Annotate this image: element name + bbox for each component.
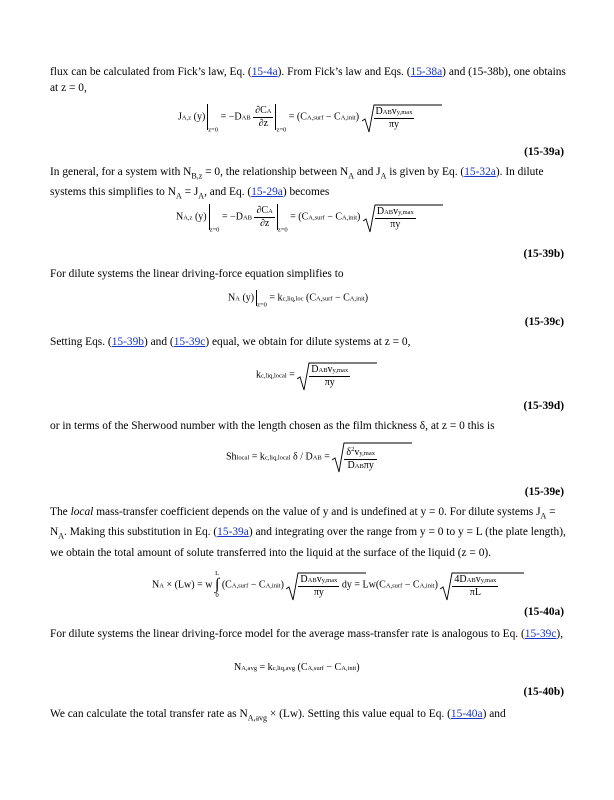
equation-15-40a: NA × (Lw) = w L ∫ 0 (CA,surf − CA,init) $\frac{\text{DABvy,max}}{\pi y}$ dy = Lw(CA,surf − CA,init) $\frac{\text{4DABvy,max}}{\pi L}$ <box>152 570 498 600</box>
equation-number-15-39a: (15-39a) <box>524 146 564 158</box>
link-eq-15-32a[interactable]: 15-32a <box>464 166 496 178</box>
paragraph-setting-equal: Setting Eqs. (15-39b) and (15-39c) equal, we obtain for dilute systems at z = 0, <box>50 336 411 348</box>
equation-number-15-40b: (15-40b) <box>523 686 564 698</box>
link-eq-15-40a[interactable]: 15-40a <box>450 708 483 720</box>
equation-number-15-39e: (15-39e) <box>524 486 564 498</box>
paragraph-dilute-driving-force: For dilute systems the linear driving-force equation simplifies to <box>50 268 344 280</box>
integral-sign: L ∫ 0 <box>214 570 220 599</box>
paragraph-sherwood: or in terms of the Sherwood number with the length chosen as the film thickness δ, at z = 0 this is <box>50 420 495 432</box>
paragraph-average-rate: For dilute systems the linear driving-force model for the average mass-transfer rate is analogous to Eq. (15-39c), <box>50 628 564 640</box>
text: ) and (15-38b), one obtains at z = 0, <box>50 66 566 94</box>
paragraph-intro <box>50 64 566 96</box>
equation-15-39c: NA $(y)_{z=0} = kc,liq,loc$ (CA,surf − CA,init) <box>228 290 368 310</box>
equation-15-39b: NA,z $(y)_{z=0} = -DAB$ $\frac{\partial CA}{\partial z}$ $_{z=0}$ = (CA,surf − CA,init) $\frac{\text{DABvy,max}}{\pi y}$ <box>176 204 416 235</box>
equation-15-39e: Shlocal = kc,liq,local δ / DAB = $\frac{\delta^2vy,\max}{\text{DABπy}}$ <box>226 442 377 472</box>
equation-number-15-39c: (15-39c) <box>524 316 564 328</box>
equation-15-39a: JA,z $(y)_{z=0} = -DAB$ $\frac{\partial CA}{\partial z}$ $_{z=0}$ = (CA,surf − CA,init) $\frac{\text{DABvy,max}}{\pi y}$ <box>178 104 414 135</box>
equation-15-39d: kc,liq,local = $\frac{\text{DABvy,max}}{\pi y}$ <box>256 362 350 388</box>
text: flux can be calculated from Fick’s law, Eq. ( <box>50 66 252 78</box>
paragraph-total-rate: We can calculate the total transfer rate as $N_{A,avg} \times (Lw)$. Setting this value equal to Eq. (15-40a) and <box>50 708 506 723</box>
link-eq-15-39a[interactable]: 15-39a <box>217 526 249 539</box>
link-eq-15-4a[interactable]: 15-4a <box>251 66 278 78</box>
paragraph-local-coefficient: The local mass-transfer coefficient depends on the value of y and is undefined at y = 0. For dilute systems $J_A = N_A$. Making this substitution in Eq. (15-39a) and integrating over the range from y = 0 to y = L (the plate length), we obtain the total amount of solute transferred into the liquid at the surface of the liquid (z = 0). <box>50 506 566 559</box>
text: ). From Fick’s law and Eqs. ( <box>277 66 411 78</box>
link-eq-15-39c-2[interactable]: 15-39c <box>524 628 557 640</box>
equation-15-40b: NA,avg = kc,liq,avg (CA,surf − CA,init) <box>234 662 360 673</box>
equation-number-15-39b: (15-39b) <box>523 248 564 260</box>
equation-number-15-39d: (15-39d) <box>523 400 564 412</box>
link-eq-15-39c[interactable]: 15-39c <box>173 336 206 348</box>
link-eq-15-39b[interactable]: 15-39b <box>111 336 144 348</box>
equation-number-15-40a: (15-40a) <box>524 606 564 618</box>
link-eq-15-38a[interactable]: 15-38a <box>410 66 443 78</box>
paragraph-general-system: In general, for a system with $N_{B,z} = 0$, the relationship between $N_A$ and $J_A$ is given by Eq. (15-32a). In dilute systems this simplifies to $N_A = J_A$, and Eq. (15-29a) becomes <box>50 166 544 201</box>
link-eq-15-29a[interactable]: 15-29a <box>251 186 283 199</box>
